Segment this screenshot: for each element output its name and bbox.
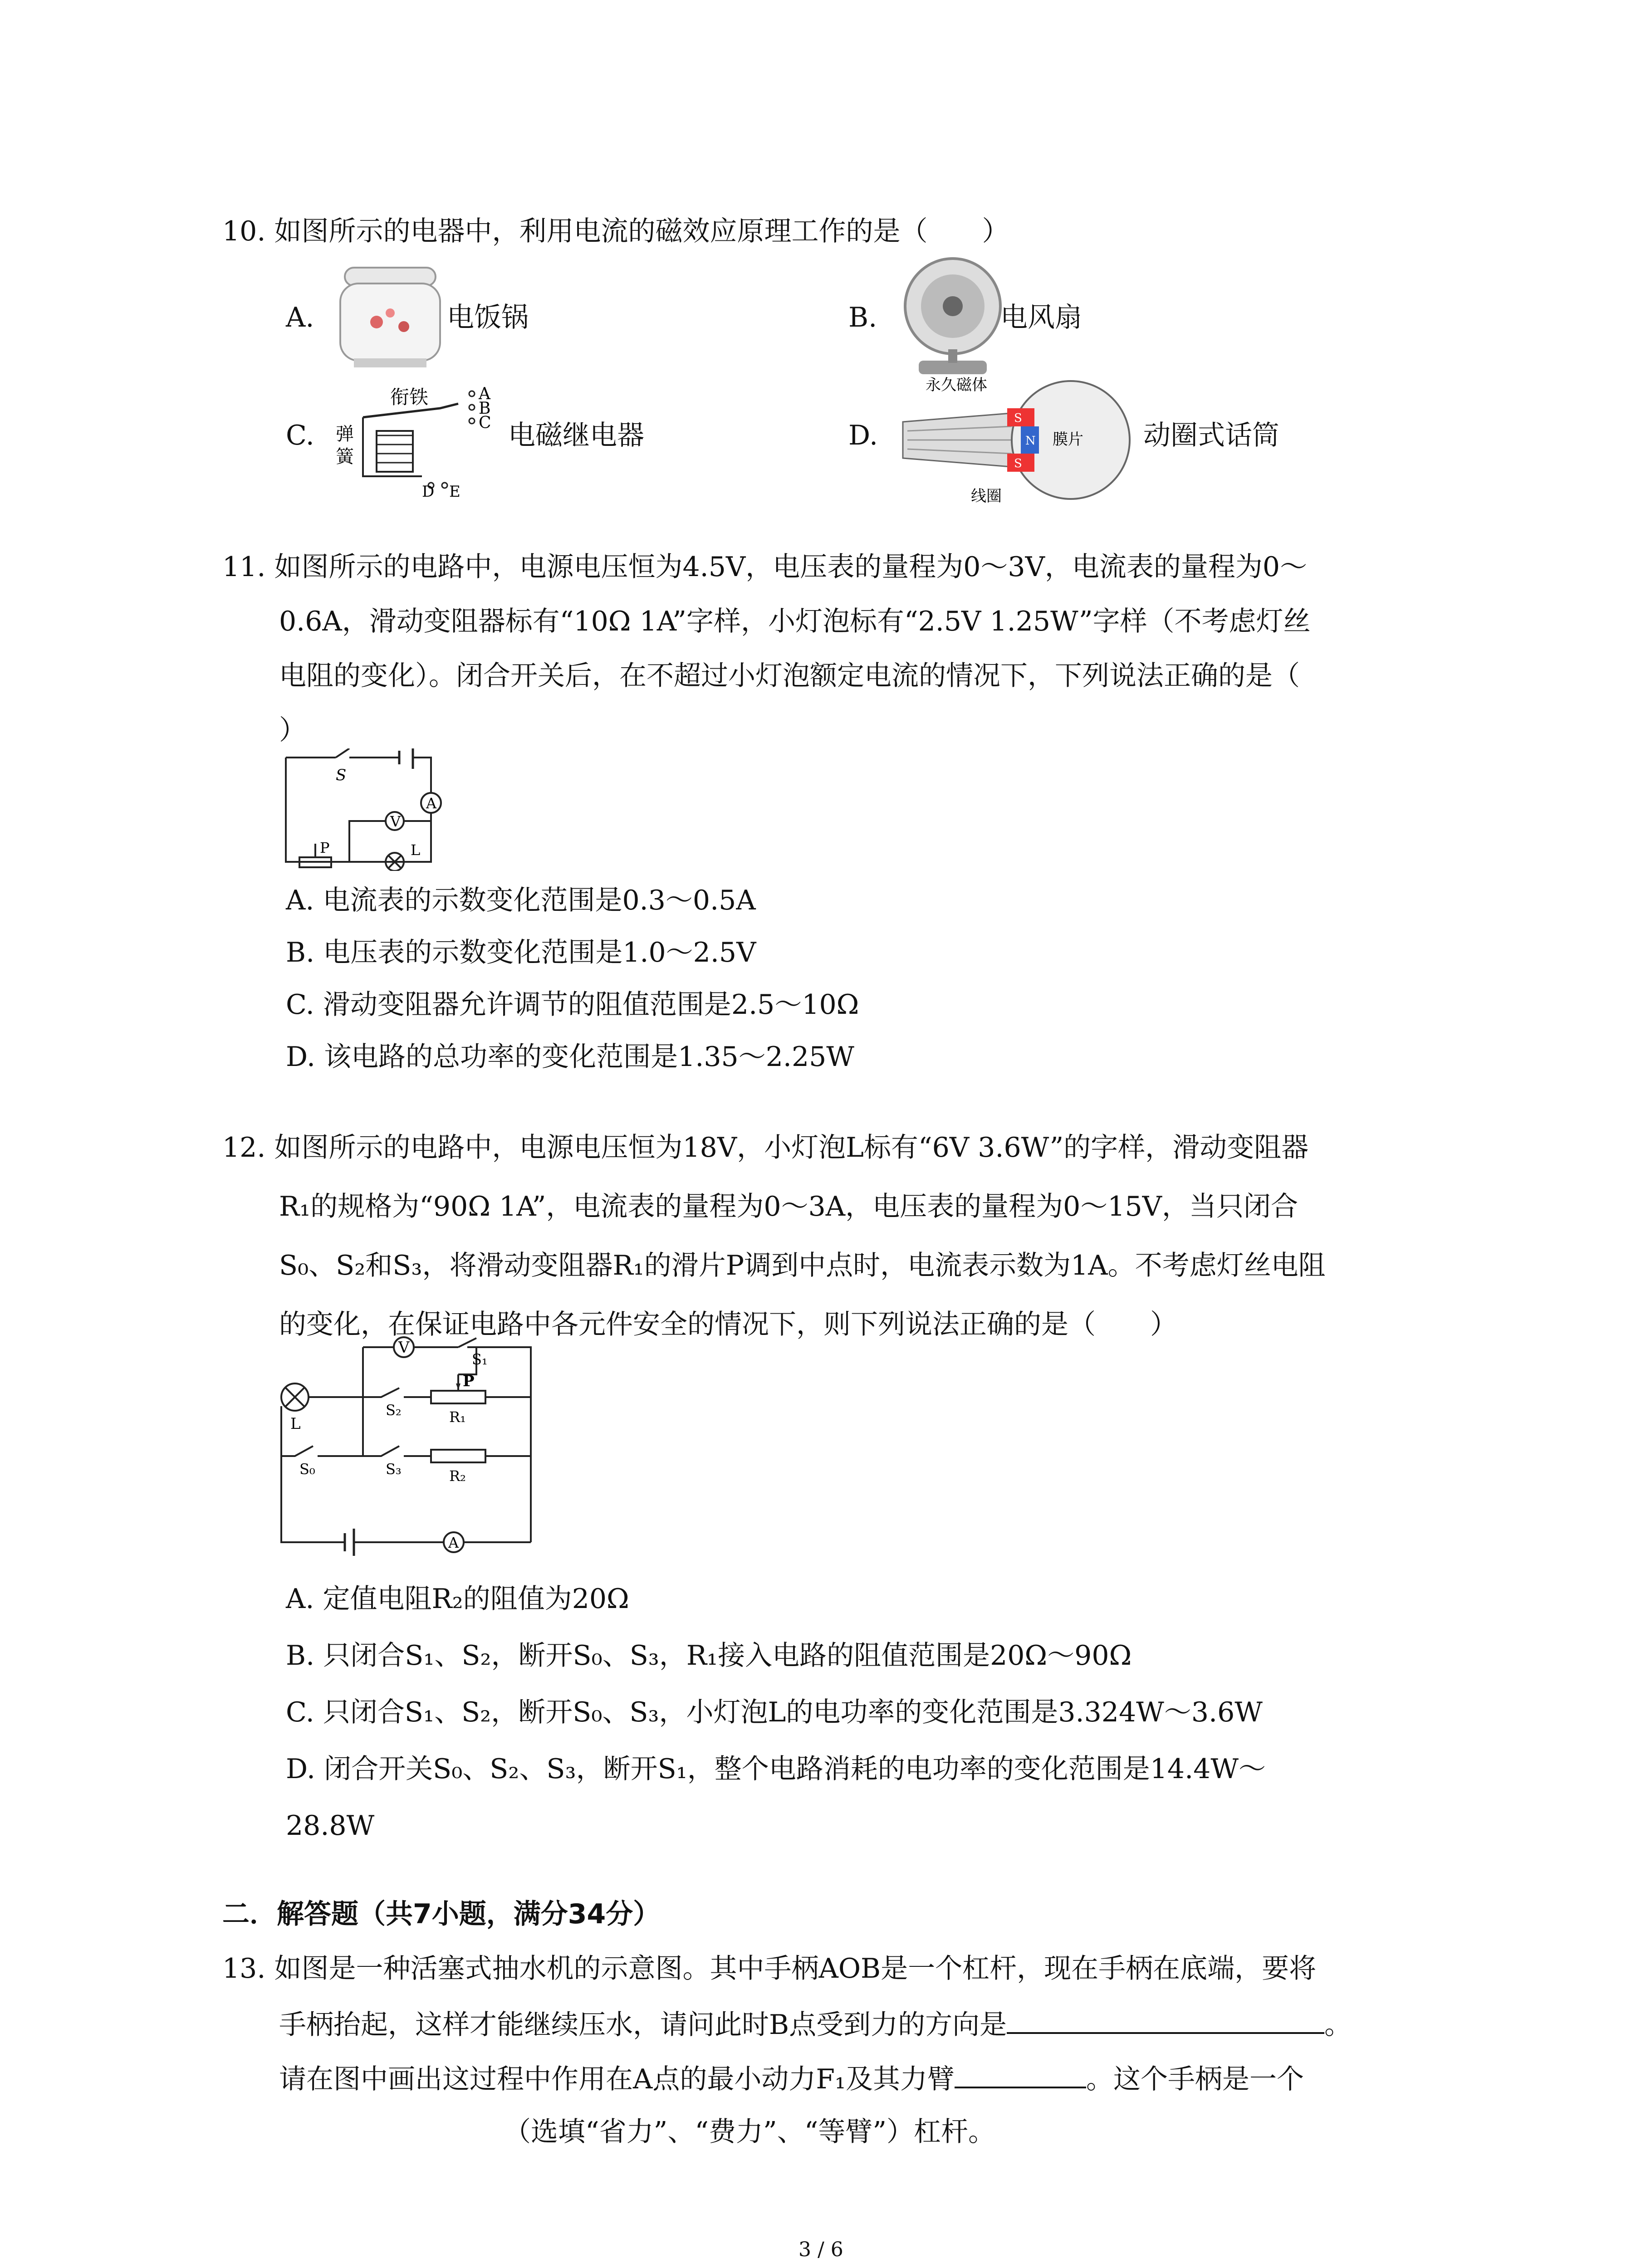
q11-voltmeter-label: V xyxy=(390,813,401,830)
q11-slider-label: P xyxy=(320,839,330,856)
q11-stem-line-3: 电阻的变化）。闭合开关后，在不超过小灯泡额定电流的情况下，下列说法正确的是（ xyxy=(279,660,1300,692)
q10-stem: 10. 如图所示的电器中，利用电流的磁效应原理工作的是（ ） xyxy=(222,215,1009,247)
diaphragm-label: 膜片 xyxy=(1053,430,1083,449)
coil-label: 线圈 xyxy=(971,487,1002,505)
electric-fan-image xyxy=(901,254,1005,381)
rice-cooker-image xyxy=(336,259,445,376)
magnet-label: 永久磁体 xyxy=(926,376,987,394)
q13-line-3-end: 。这个手柄是一个 xyxy=(1086,2063,1304,2095)
q13-line-2-text: 手柄抬起，这样才能继续压水，请问此时B点受到力的方向是 xyxy=(279,2009,1007,2041)
q12-option-d: D. 闭合开关S₀、S₂、S₃，断开S₁，整个电路消耗的电功率的变化范围是14.4W～ xyxy=(286,1753,1266,1785)
q12-slider-label: P xyxy=(463,1372,475,1390)
q12-r2-label: R₂ xyxy=(449,1467,466,1485)
q11-stem-line-4: ） xyxy=(279,714,306,746)
q12-option-b: B. 只闭合S₁、S₂，断开S₀、S₃，R₁接入电路的阻值范围是20Ω～90Ω xyxy=(286,1640,1132,1672)
q12-option-d-continued: 28.8W xyxy=(286,1810,375,1842)
q11-option-c: C. 滑动变阻器允许调节的阻值范围是2.5～10Ω xyxy=(286,989,859,1021)
armature-label: 衔铁 xyxy=(390,386,429,408)
moving-coil-microphone-diagram xyxy=(898,372,1139,508)
q11-circuit-diagram xyxy=(281,748,472,871)
section-2-title: 二．解答题（共7小题，满分34分） xyxy=(222,1898,661,1930)
q12-stem-line-1: 12. 如图所示的电路中，电源电压恒为18V，小灯泡L标有“6V 3.6W”的字样，滑动变阻器 xyxy=(222,1132,1309,1163)
page-number: 3 / 6 xyxy=(798,2238,843,2261)
relay-d-label: D xyxy=(422,483,435,499)
spring-label-2: 簧 xyxy=(336,446,354,467)
q11-ammeter-label: A xyxy=(426,795,437,812)
q12-switch-s3-label: S₃ xyxy=(386,1461,402,1478)
q13-line-3 xyxy=(279,2059,1304,2097)
q12-stem-line-4: 的变化，在保证电路中各元件安全的情况下，则下列说法正确的是（ ） xyxy=(279,1309,1177,1340)
magnet-n-label: N xyxy=(1025,434,1036,448)
q12-ammeter-label: A xyxy=(448,1534,459,1551)
q13-blank-force-arm[interactable] xyxy=(955,2059,1086,2088)
q12-lamp-label: L xyxy=(290,1415,301,1433)
q12-voltmeter-label: V xyxy=(398,1339,410,1357)
q12-switch-s2-label: S₂ xyxy=(386,1402,402,1419)
q13-line-3-text: 请在图中画出这过程中作用在A点的最小动力F₁及其力臂 xyxy=(279,2063,955,2095)
spring-label-1: 弹 xyxy=(336,424,354,445)
relay-c-label: C xyxy=(479,414,491,432)
q10-option-b-letter: B. xyxy=(848,302,877,333)
q12-circuit-diagram xyxy=(277,1329,558,1569)
q11-option-a: A. 电流表的示数变化范围是0.3～0.5A xyxy=(286,885,756,916)
q10-option-a-text: 电饭锅 xyxy=(447,302,529,333)
relay-a-label: A xyxy=(479,385,490,403)
q12-r1-label: R₁ xyxy=(449,1408,466,1426)
q11-option-b: B. 电压表的示数变化范围是1.0～2.5V xyxy=(286,937,756,968)
q12-stem-line-2: R₁的规格为“90Ω 1A”，电流表的量程为0～3A，电压表的量程为0～15V，当只闭合 xyxy=(279,1191,1298,1222)
q10-option-a-letter: A. xyxy=(286,302,314,333)
q12-switch-s0-label: S₀ xyxy=(299,1461,315,1478)
q13-line-4: （选填“省力”、“费力”、“等臂”）杠杆。 xyxy=(504,2116,996,2148)
q11-stem-line-2: 0.6A，滑动变阻器标有“10Ω 1A”字样，小灯泡标有“2.5V 1.25W”字样（不考虑灯丝 xyxy=(279,606,1311,637)
q10-option-d-letter: D. xyxy=(848,420,878,451)
q12-option-c: C. 只闭合S₁、S₂，断开S₀、S₃，小灯泡L的电功率的变化范围是3.324W～3.6W xyxy=(286,1696,1263,1728)
q13-line-2 xyxy=(279,2005,1352,2043)
q13-blank-direction[interactable] xyxy=(1007,2005,1324,2034)
q12-option-a: A. 定值电阻R₂的阻值为20Ω xyxy=(286,1583,629,1615)
relay-b-label: B xyxy=(479,399,491,418)
magnet-s-label-2: S xyxy=(1014,457,1022,470)
magnet-s-label-1: S xyxy=(1014,411,1022,425)
q12-stem-line-3: S₀、S₂和S₃，将滑动变阻器R₁的滑片P调到中点时，电流表示数为1A。不考虑灯丝电阻 xyxy=(279,1250,1326,1281)
q11-option-d: D. 该电路的总功率的变化范围是1.35～2.25W xyxy=(286,1041,854,1073)
q11-lamp-label: L xyxy=(411,841,421,859)
q10-option-d-text: 动圈式话筒 xyxy=(1143,420,1279,451)
q10-option-c-letter: C. xyxy=(286,420,314,451)
q11-stem-line-1: 11. 如图所示的电路中，电源电压恒为4.5V，电压表的量程为0～3V，电流表的量程为0～ xyxy=(222,551,1308,583)
q13-line-2-end: 。 xyxy=(1324,2009,1352,2041)
q11-switch-label: S xyxy=(336,766,347,784)
relay-e-label: E xyxy=(449,483,460,499)
q13-line-1: 13. 如图是一种活塞式抽水机的示意图。其中手柄AOB是一个杠杆，现在手柄在底端，要将 xyxy=(222,1953,1317,1984)
relay-diagram xyxy=(331,381,504,499)
q10-option-b-text: 电风扇 xyxy=(1000,302,1082,333)
q10-option-c-text: 电磁继电器 xyxy=(508,420,644,451)
q12-switch-s1-label: S₁ xyxy=(472,1351,488,1368)
